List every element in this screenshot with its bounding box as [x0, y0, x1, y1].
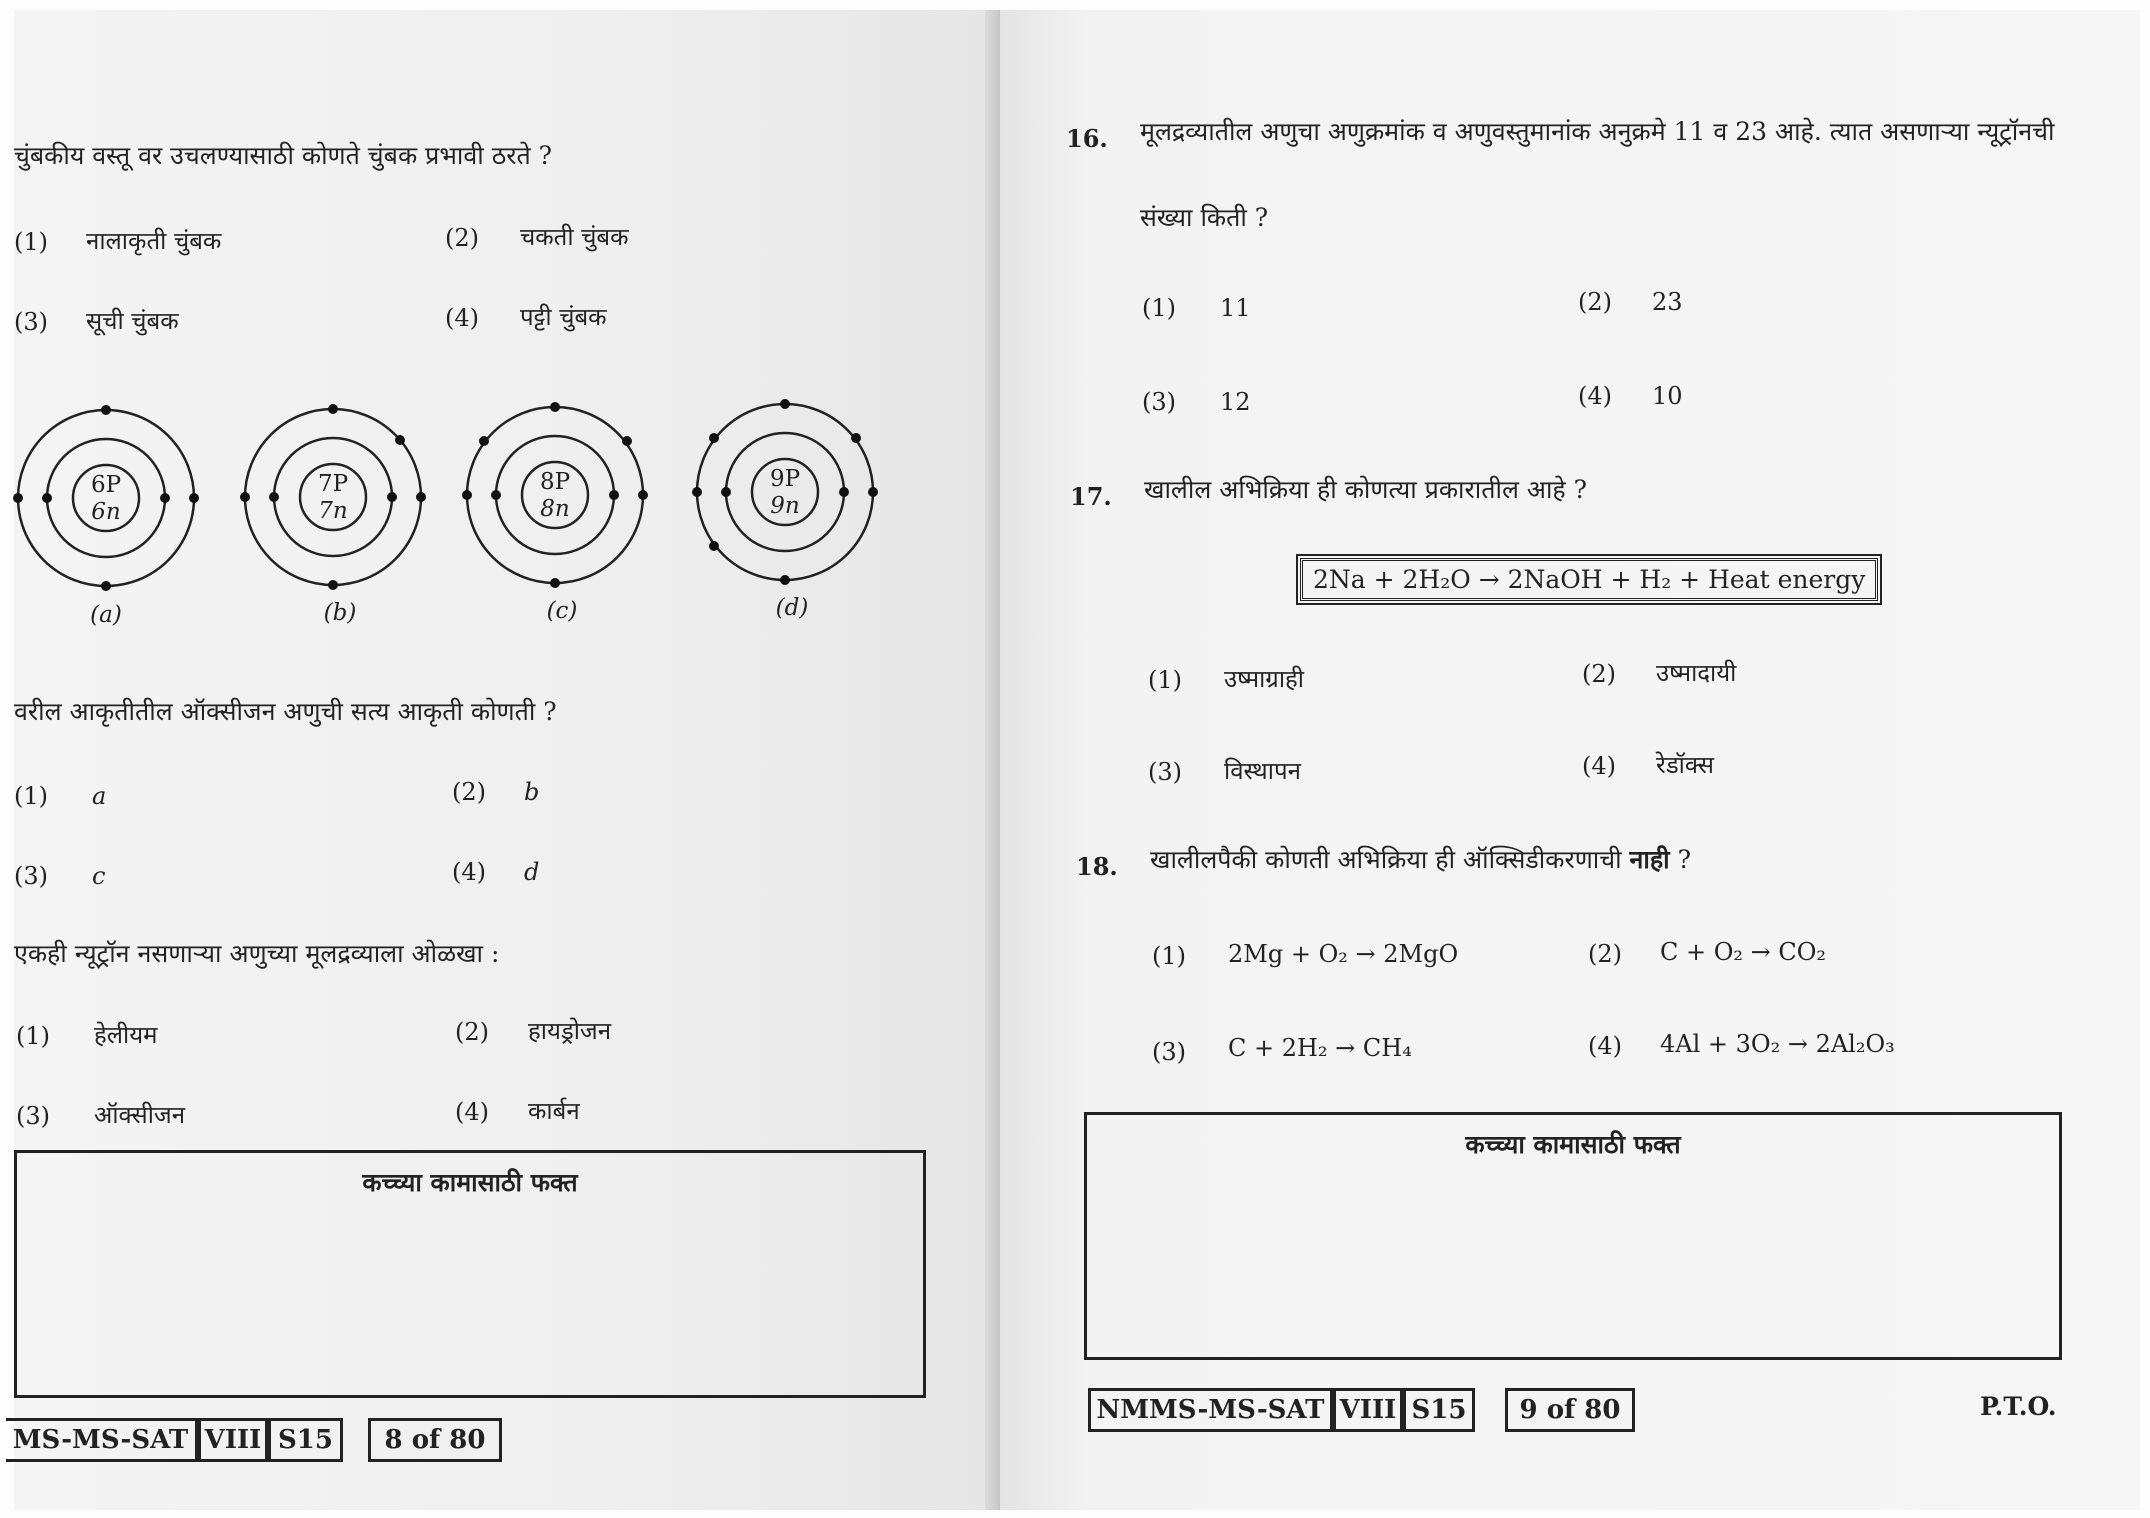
option-number: (1) — [14, 228, 48, 256]
option-number: (3) — [1148, 758, 1182, 786]
option-number: (3) — [16, 1102, 50, 1130]
option-number: (3) — [14, 862, 48, 890]
footer-page-number: 9 of 80 — [1505, 1388, 1635, 1432]
question-text — [1150, 842, 1691, 876]
option-number: (1) — [16, 1022, 50, 1050]
option-text[interactable]: कार्बन — [528, 1097, 580, 1125]
atom-neutrons: 7n — [318, 498, 348, 524]
option-number: (3) — [1142, 388, 1176, 416]
question-text: चुंबकीय वस्तू वर उचलण्यासाठी कोणते चुंबक प्रभावी ठरते ? — [14, 141, 553, 170]
option-text[interactable]: C + 2H₂ → CH₄ — [1228, 1034, 1412, 1062]
option-number: (1) — [1148, 666, 1182, 694]
option-number: (1) — [1152, 942, 1186, 970]
rough-work-title: कच्च्या कामासाठी फक्त — [362, 1168, 578, 1197]
atom-protons: 6P — [90, 472, 122, 498]
atom-protons: 9P — [769, 466, 801, 492]
option-number: (1) — [14, 782, 48, 810]
option-text[interactable]: 10 — [1652, 382, 1683, 410]
option-number: (3) — [14, 308, 48, 336]
option-text[interactable]: c — [92, 862, 106, 890]
option-number: (4) — [455, 1098, 489, 1126]
option-text[interactable]: 2Mg + O₂ → 2MgO — [1228, 940, 1459, 968]
option-text[interactable]: हायड्रोजन — [528, 1017, 612, 1045]
option-text[interactable]: 23 — [1652, 288, 1683, 316]
option-text[interactable]: नालाकृती चुंबक — [86, 227, 222, 255]
option-number: (4) — [1578, 382, 1612, 410]
footer-exam-code: NMMS-MS-SAT — [1088, 1388, 1333, 1432]
option-text[interactable]: ऑक्सीजन — [94, 1101, 186, 1129]
question-text-end: ? — [1677, 845, 1692, 874]
option-text[interactable]: d — [524, 858, 540, 886]
option-number: (2) — [1582, 660, 1616, 688]
option-text[interactable]: b — [524, 778, 540, 806]
option-text[interactable]: 12 — [1220, 388, 1251, 416]
option-number: (1) — [1142, 294, 1176, 322]
option-text[interactable]: उष्माग्राही — [1224, 665, 1305, 693]
option-number: (4) — [445, 304, 479, 332]
atom-protons: 8P — [539, 469, 571, 495]
option-text[interactable]: रेडॉक्स — [1656, 751, 1715, 779]
footer-exam-code: MS-MS-SAT — [6, 1418, 198, 1462]
option-number: (3) — [1152, 1038, 1186, 1066]
please-turn-over: P.T.O. — [1980, 1392, 2057, 1421]
atom-label: (c) — [546, 598, 578, 624]
question-text: वरील आकृतीतील ऑक्सीजन अणुची सत्य आकृती कोणती ? — [14, 697, 557, 726]
option-text[interactable]: a — [92, 782, 107, 810]
atom-label: (d) — [775, 595, 809, 621]
option-number: (2) — [455, 1018, 489, 1046]
footer-page-number: 8 of 80 — [368, 1418, 502, 1462]
atom-neutrons: 8n — [540, 496, 570, 522]
question-text: मूलद्रव्यातील अणुचा अणुक्रमांक व अणुवस्तुमानांक अनुक्रमे 11 व 23 आहे. त्यात असणाऱ्या न्यूट्रॉनची — [1140, 117, 2055, 146]
option-text[interactable]: पट्टी चुंबक — [520, 303, 607, 331]
option-text[interactable]: 11 — [1220, 294, 1251, 322]
question-text-emphasis: नाही — [1629, 845, 1670, 874]
atom-neutrons: 6n — [91, 499, 121, 525]
atom-neutrons: 9n — [770, 493, 800, 519]
rough-work-title: कच्च्या कामासाठी फक्त — [1465, 1130, 1681, 1159]
footer-set: S15 — [268, 1418, 343, 1462]
footer-set: S15 — [1403, 1388, 1475, 1432]
question-text-main: खालीलपैकी कोणती अभिक्रिया ही ऑक्सिडीकरणाची — [1150, 845, 1622, 874]
footer-class: VIII — [198, 1418, 268, 1462]
option-number: (4) — [1582, 752, 1616, 780]
option-number: (2) — [445, 224, 479, 252]
atom-label: (a) — [90, 602, 122, 628]
question-text-continued: संख्या किती ? — [1140, 203, 1269, 232]
option-text[interactable]: विस्थापन — [1224, 757, 1301, 785]
atom-label: (b) — [323, 600, 357, 626]
footer-class: VIII — [1333, 1388, 1403, 1432]
option-text[interactable]: C + O₂ → CO₂ — [1660, 938, 1827, 966]
option-text[interactable]: चकती चुंबक — [520, 223, 629, 251]
atom-protons: 7P — [317, 471, 349, 497]
option-number: (2) — [452, 778, 486, 806]
option-number: (2) — [1588, 940, 1622, 968]
rough-work-box — [14, 1150, 926, 1398]
option-number: (4) — [452, 858, 486, 886]
question-number: 16. — [1066, 124, 1108, 153]
option-text[interactable]: उष्मादायी — [1656, 659, 1737, 687]
atom-diagrams — [0, 395, 900, 635]
question-text: एकही न्यूट्रॉन नसणाऱ्या अणुच्या मूलद्रव्याला ओळखा : — [14, 939, 500, 968]
rough-work-box — [1084, 1112, 2062, 1360]
question-number: 18. — [1076, 852, 1118, 881]
option-text[interactable]: 4Al + 3O₂ → 2Al₂O₃ — [1660, 1030, 1895, 1058]
option-text[interactable]: सूची चुंबक — [86, 307, 179, 335]
question-text: खालील अभिक्रिया ही कोणत्या प्रकारातील आहे ? — [1144, 475, 1588, 504]
option-text[interactable]: हेलीयम — [94, 1021, 158, 1049]
option-number: (2) — [1578, 288, 1612, 316]
reaction-equation: 2Na + 2H₂O → 2NaOH + H₂ + Heat energy — [1300, 558, 1878, 601]
question-number: 17. — [1070, 482, 1112, 511]
option-number: (4) — [1588, 1032, 1622, 1060]
